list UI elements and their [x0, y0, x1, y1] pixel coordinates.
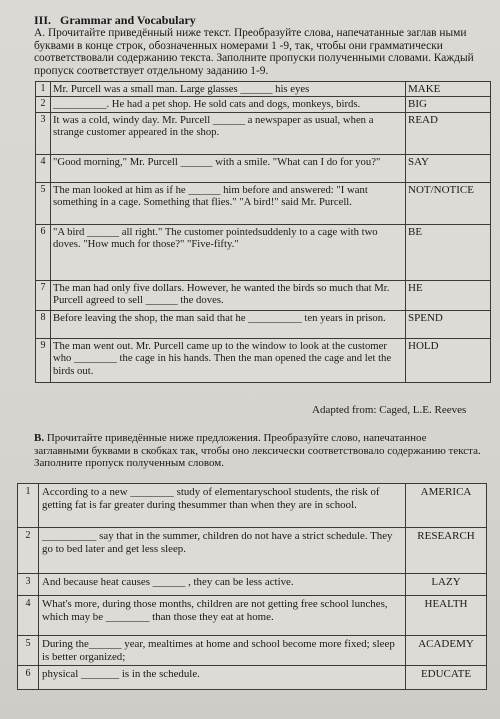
- row-keyword: ACADEMY: [406, 636, 487, 666]
- table-row: [18, 666, 487, 690]
- row-number: 4: [36, 155, 51, 183]
- table-row: [36, 183, 491, 225]
- row-text: The man went out. Mr. Purcell came up to the window to look at the customer who ________ the cage in his hands. Then the man opened the cage and let the birds out.: [51, 339, 406, 383]
- row-text: The man had only five dollars. However, he wanted the birds so much that Mr. Purcell agreed to sell ______ the doves.: [51, 281, 406, 311]
- row-number: 5: [18, 636, 39, 666]
- section-b-instructions: B. Прочитайте приведённые ниже предложения. Преобразуйте слово, напечатанное заглавными буквами в скобках так, чтобы оно лексически соответствовало содержанию текста. Заполните пропуск полученным словом.: [34, 432, 481, 470]
- row-text: And because heat causes ______ , they can be less active.: [39, 574, 406, 596]
- row-number: 9: [36, 339, 51, 383]
- row-number: 6: [36, 225, 51, 281]
- source-credit: Adapted from: Caged, L.E. Reeves: [312, 404, 467, 416]
- row-keyword: HOLD: [406, 339, 491, 383]
- row-number: 2: [18, 528, 39, 574]
- vocabulary-table: [17, 483, 487, 690]
- row-text: What's more, during those months, children are not getting free school lunches, which may be ________ than those they eat at home.: [39, 596, 406, 636]
- row-keyword: NOT/NOTICE: [406, 183, 491, 225]
- row-keyword: RESEARCH: [406, 528, 487, 574]
- table-row: [36, 281, 491, 311]
- table-row: [18, 636, 487, 666]
- row-number: 1: [36, 82, 51, 97]
- row-keyword: HE: [406, 281, 491, 311]
- row-text: It was a cold, windy day. Mr. Purcell ______ a newspaper as usual, when a strange customer appeared in the shop.: [51, 113, 406, 155]
- row-text: __________ say that in the summer, children do not have a strict schedule. They go to bed later and get less sleep.: [39, 528, 406, 574]
- row-keyword: AMERICA: [406, 484, 487, 528]
- table-row: [36, 311, 491, 339]
- row-keyword: BIG: [406, 97, 491, 113]
- row-keyword: EDUCATE: [406, 666, 487, 690]
- row-number: 3: [18, 574, 39, 596]
- row-text: The man looked at him as if he ______ him before and answered: "I want something in a cage. Something that flies." "A bird!" said Mr. Purcell.: [51, 183, 406, 225]
- table-row: [36, 225, 491, 281]
- section-a-instructions: А. Прочитайте приведённый ниже текст. Преобразуйте слова, напечатанные заглав ными буквами в конце строк, обозначенных номерами 1 -9, так, чтобы они грамматически соответствовали содержанию текста. Заполните пропуски полученными словами. Каждый пропуск соответствует отдельному заданию 1-9.: [34, 27, 474, 77]
- row-text: Mr. Purcell was a small man. Large glasses ______ his eyes: [51, 82, 406, 97]
- row-number: 2: [36, 97, 51, 113]
- row-text: According to a new ________ study of elementaryschool students, the risk of getting fat is far greater during thesummer than when they are in school.: [39, 484, 406, 528]
- row-keyword: BE: [406, 225, 491, 281]
- row-keyword: MAKE: [406, 82, 491, 97]
- table-row: [18, 574, 487, 596]
- row-keyword: SAY: [406, 155, 491, 183]
- row-text: __________. He had a pet shop. He sold cats and dogs, monkeys, birds.: [51, 97, 406, 113]
- row-number: 7: [36, 281, 51, 311]
- section-header: III. Grammar and Vocabulary: [34, 13, 196, 27]
- row-text: "Good morning," Mr. Purcell ______ with a smile. "What can I do for you?": [51, 155, 406, 183]
- table-row: [36, 113, 491, 155]
- row-text: Before leaving the shop, the man said that he __________ ten years in prison.: [51, 311, 406, 339]
- row-text: During the______ year, mealtimes at home and school become more fixed; sleep is better organized;: [39, 636, 406, 666]
- row-keyword: SPEND: [406, 311, 491, 339]
- table-row: [18, 484, 487, 528]
- table-row: [36, 339, 491, 383]
- row-keyword: READ: [406, 113, 491, 155]
- row-number: 8: [36, 311, 51, 339]
- row-number: 3: [36, 113, 51, 155]
- table-row: [18, 528, 487, 574]
- table-row: [36, 97, 491, 113]
- row-text: physical _______ is in the schedule.: [39, 666, 406, 690]
- row-keyword: LAZY: [406, 574, 487, 596]
- table-row: [18, 596, 487, 636]
- row-keyword: HEALTH: [406, 596, 487, 636]
- row-number: 6: [18, 666, 39, 690]
- row-number: 4: [18, 596, 39, 636]
- grammar-table: [35, 81, 491, 383]
- table-row: [36, 155, 491, 183]
- table-row: [36, 82, 491, 97]
- row-text: "A bird ______ all right." The customer pointedsuddenly to a cage with two doves. "How much for those?" "Five-fifty.": [51, 225, 406, 281]
- row-number: 5: [36, 183, 51, 225]
- row-number: 1: [18, 484, 39, 528]
